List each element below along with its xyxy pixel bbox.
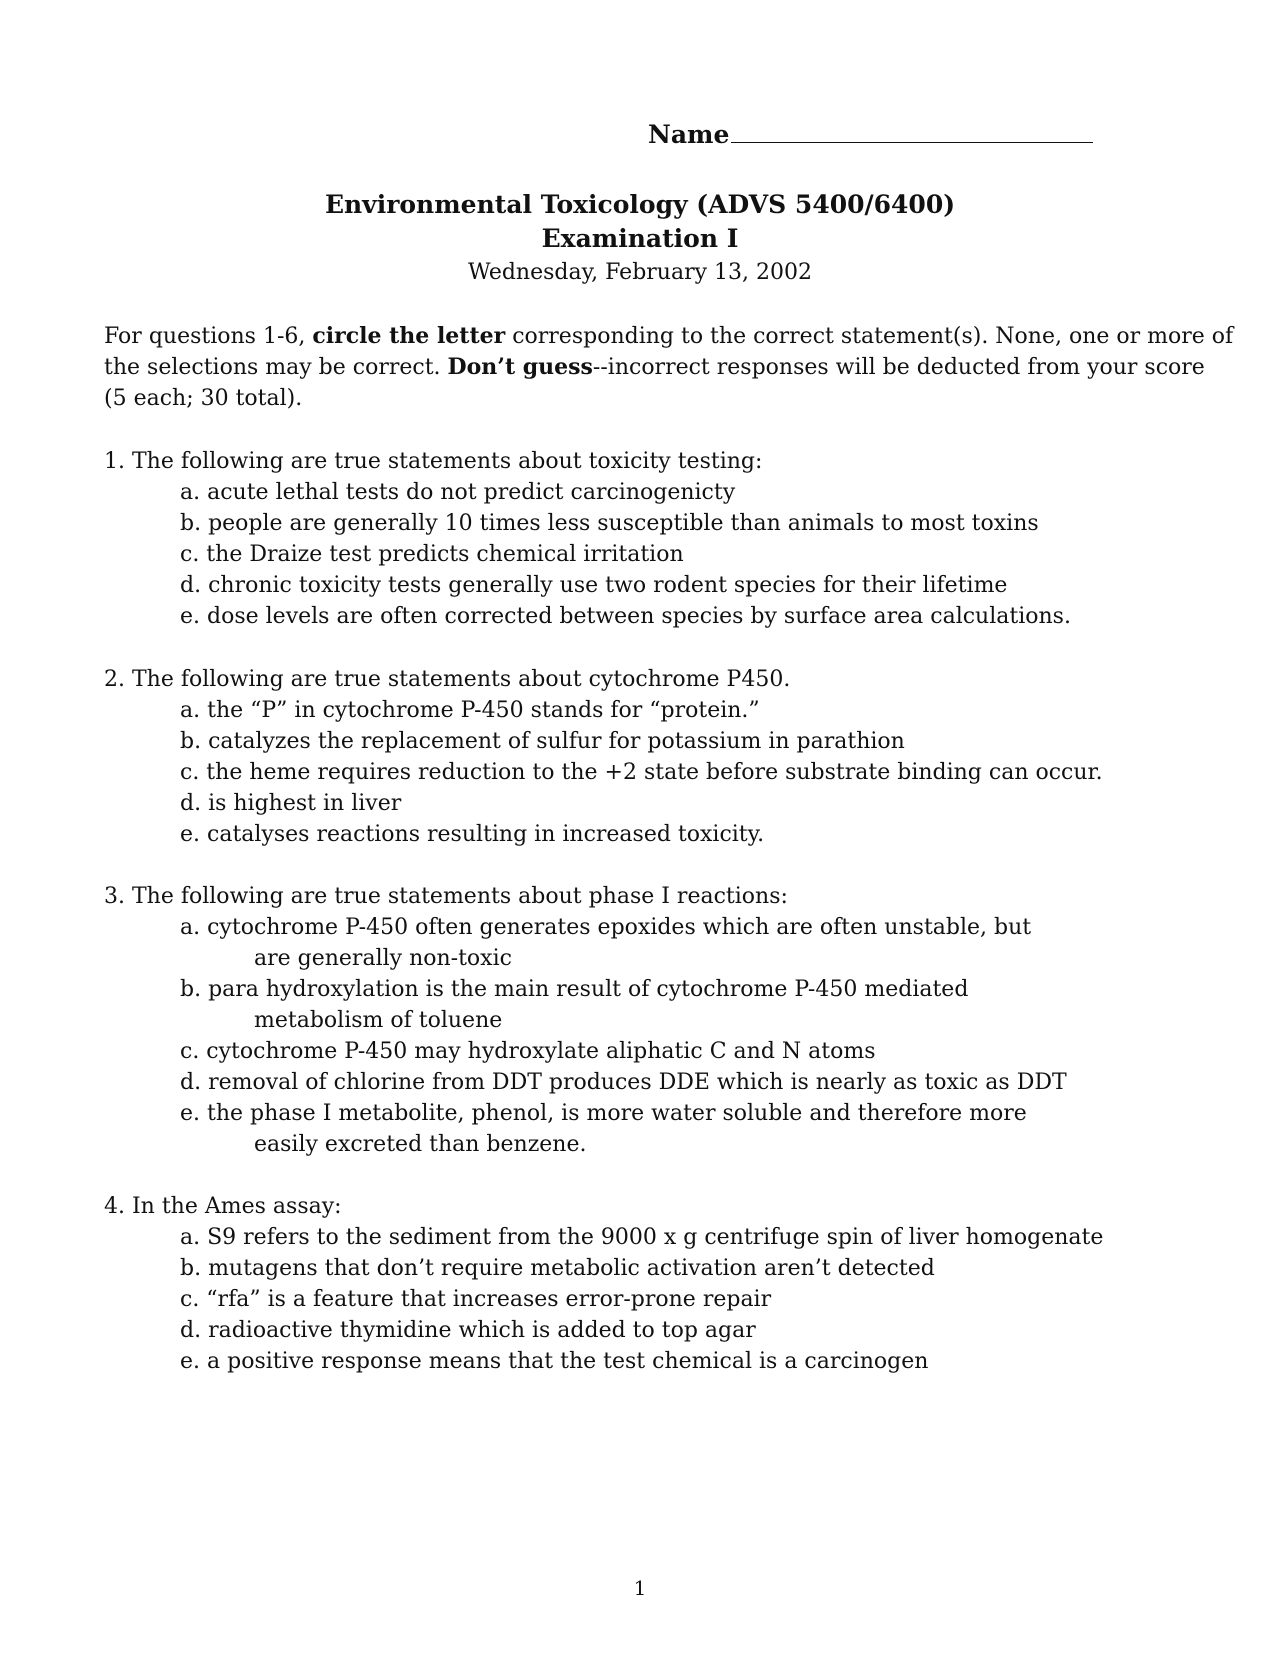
- option-e[interactable]: e. dose levels are often corrected between species by surface area calculations.: [180, 604, 1071, 629]
- option-b[interactable]: b. people are generally 10 times less susceptible than animals to most toxins: [180, 511, 1039, 536]
- question-stem: 2. The following are true statements about cytochrome P450.: [104, 667, 791, 692]
- question-3: [104, 881, 1067, 1160]
- option-c[interactable]: c. the Draize test predicts chemical irritation: [180, 542, 684, 567]
- instructions-text: --incorrect responses will be deducted from your score: [592, 355, 1205, 380]
- instructions-emphasis: Don’t guess: [447, 354, 593, 380]
- name-label: Name: [648, 120, 730, 149]
- instructions-line-2: [104, 352, 1205, 383]
- question-4: [104, 1191, 1103, 1377]
- question-2: [104, 664, 1103, 850]
- instructions-text: For questions 1-6,: [104, 324, 313, 349]
- option-c[interactable]: c. “rfa” is a feature that increases error-prone repair: [180, 1287, 772, 1312]
- option-d[interactable]: d. removal of chlorine from DDT produces DDE which is nearly as toxic as DDT: [180, 1070, 1067, 1095]
- instructions-line-1: [104, 321, 1234, 352]
- name-blank-line[interactable]: [731, 118, 1093, 143]
- option-b[interactable]: b. para hydroxylation is the main result of cytochrome P-450 mediated: [180, 977, 969, 1002]
- option-e[interactable]: e. the phase I metabolite, phenol, is more water soluble and therefore more: [180, 1101, 1027, 1126]
- question-1: [104, 446, 1071, 632]
- option-c[interactable]: c. cytochrome P-450 may hydroxylate aliphatic C and N atoms: [180, 1039, 876, 1064]
- option-b[interactable]: b. mutagens that don’t require metabolic activation aren’t detected: [180, 1256, 935, 1281]
- option-c[interactable]: c. the heme requires reduction to the +2 state before substrate binding can occur.: [180, 760, 1103, 785]
- option-a-continued[interactable]: are generally non-toxic: [254, 946, 512, 971]
- option-d[interactable]: d. radioactive thymidine which is added to top agar: [180, 1318, 756, 1343]
- instructions-text: corresponding to the correct statement(s). None, one or more of: [505, 324, 1234, 349]
- option-a[interactable]: a. S9 refers to the sediment from the 9000 x g centrifuge spin of liver homogenate: [180, 1225, 1104, 1250]
- option-b[interactable]: b. catalyzes the replacement of sulfur for potassium in parathion: [180, 729, 905, 754]
- option-b-continued[interactable]: metabolism of toluene: [254, 1008, 503, 1033]
- option-d[interactable]: d. chronic toxicity tests generally use two rodent species for their lifetime: [180, 573, 1008, 598]
- page-number: 1: [633, 1576, 647, 1600]
- course-title: Environmental Toxicology (ADVS 5400/6400): [324, 190, 956, 219]
- question-stem: 3. The following are true statements about phase I reactions:: [104, 884, 788, 909]
- name-field: [648, 118, 1093, 149]
- option-e-continued[interactable]: easily excreted than benzene.: [254, 1132, 587, 1157]
- instructions-line-3: (5 each; 30 total).: [104, 386, 303, 411]
- option-d[interactable]: d. is highest in liver: [180, 791, 402, 816]
- option-a[interactable]: a. acute lethal tests do not predict carcinogenicty: [180, 480, 736, 505]
- question-stem: 1. The following are true statements about toxicity testing:: [104, 449, 763, 474]
- exam-title: Examination I: [541, 224, 739, 253]
- instructions: [104, 321, 1234, 414]
- option-a[interactable]: a. the “P” in cytochrome P-450 stands for “protein.”: [180, 698, 760, 723]
- option-e[interactable]: e. a positive response means that the test chemical is a carcinogen: [180, 1349, 929, 1374]
- instructions-emphasis: circle the letter: [312, 323, 506, 349]
- instructions-text: the selections may be correct.: [104, 355, 448, 380]
- option-a[interactable]: a. cytochrome P-450 often generates epoxides which are often unstable, but: [180, 915, 1032, 940]
- exam-date: Wednesday, February 13, 2002: [468, 260, 812, 285]
- option-e[interactable]: e. catalyses reactions resulting in increased toxicity.: [180, 822, 765, 847]
- question-stem: 4. In the Ames assay:: [104, 1194, 342, 1219]
